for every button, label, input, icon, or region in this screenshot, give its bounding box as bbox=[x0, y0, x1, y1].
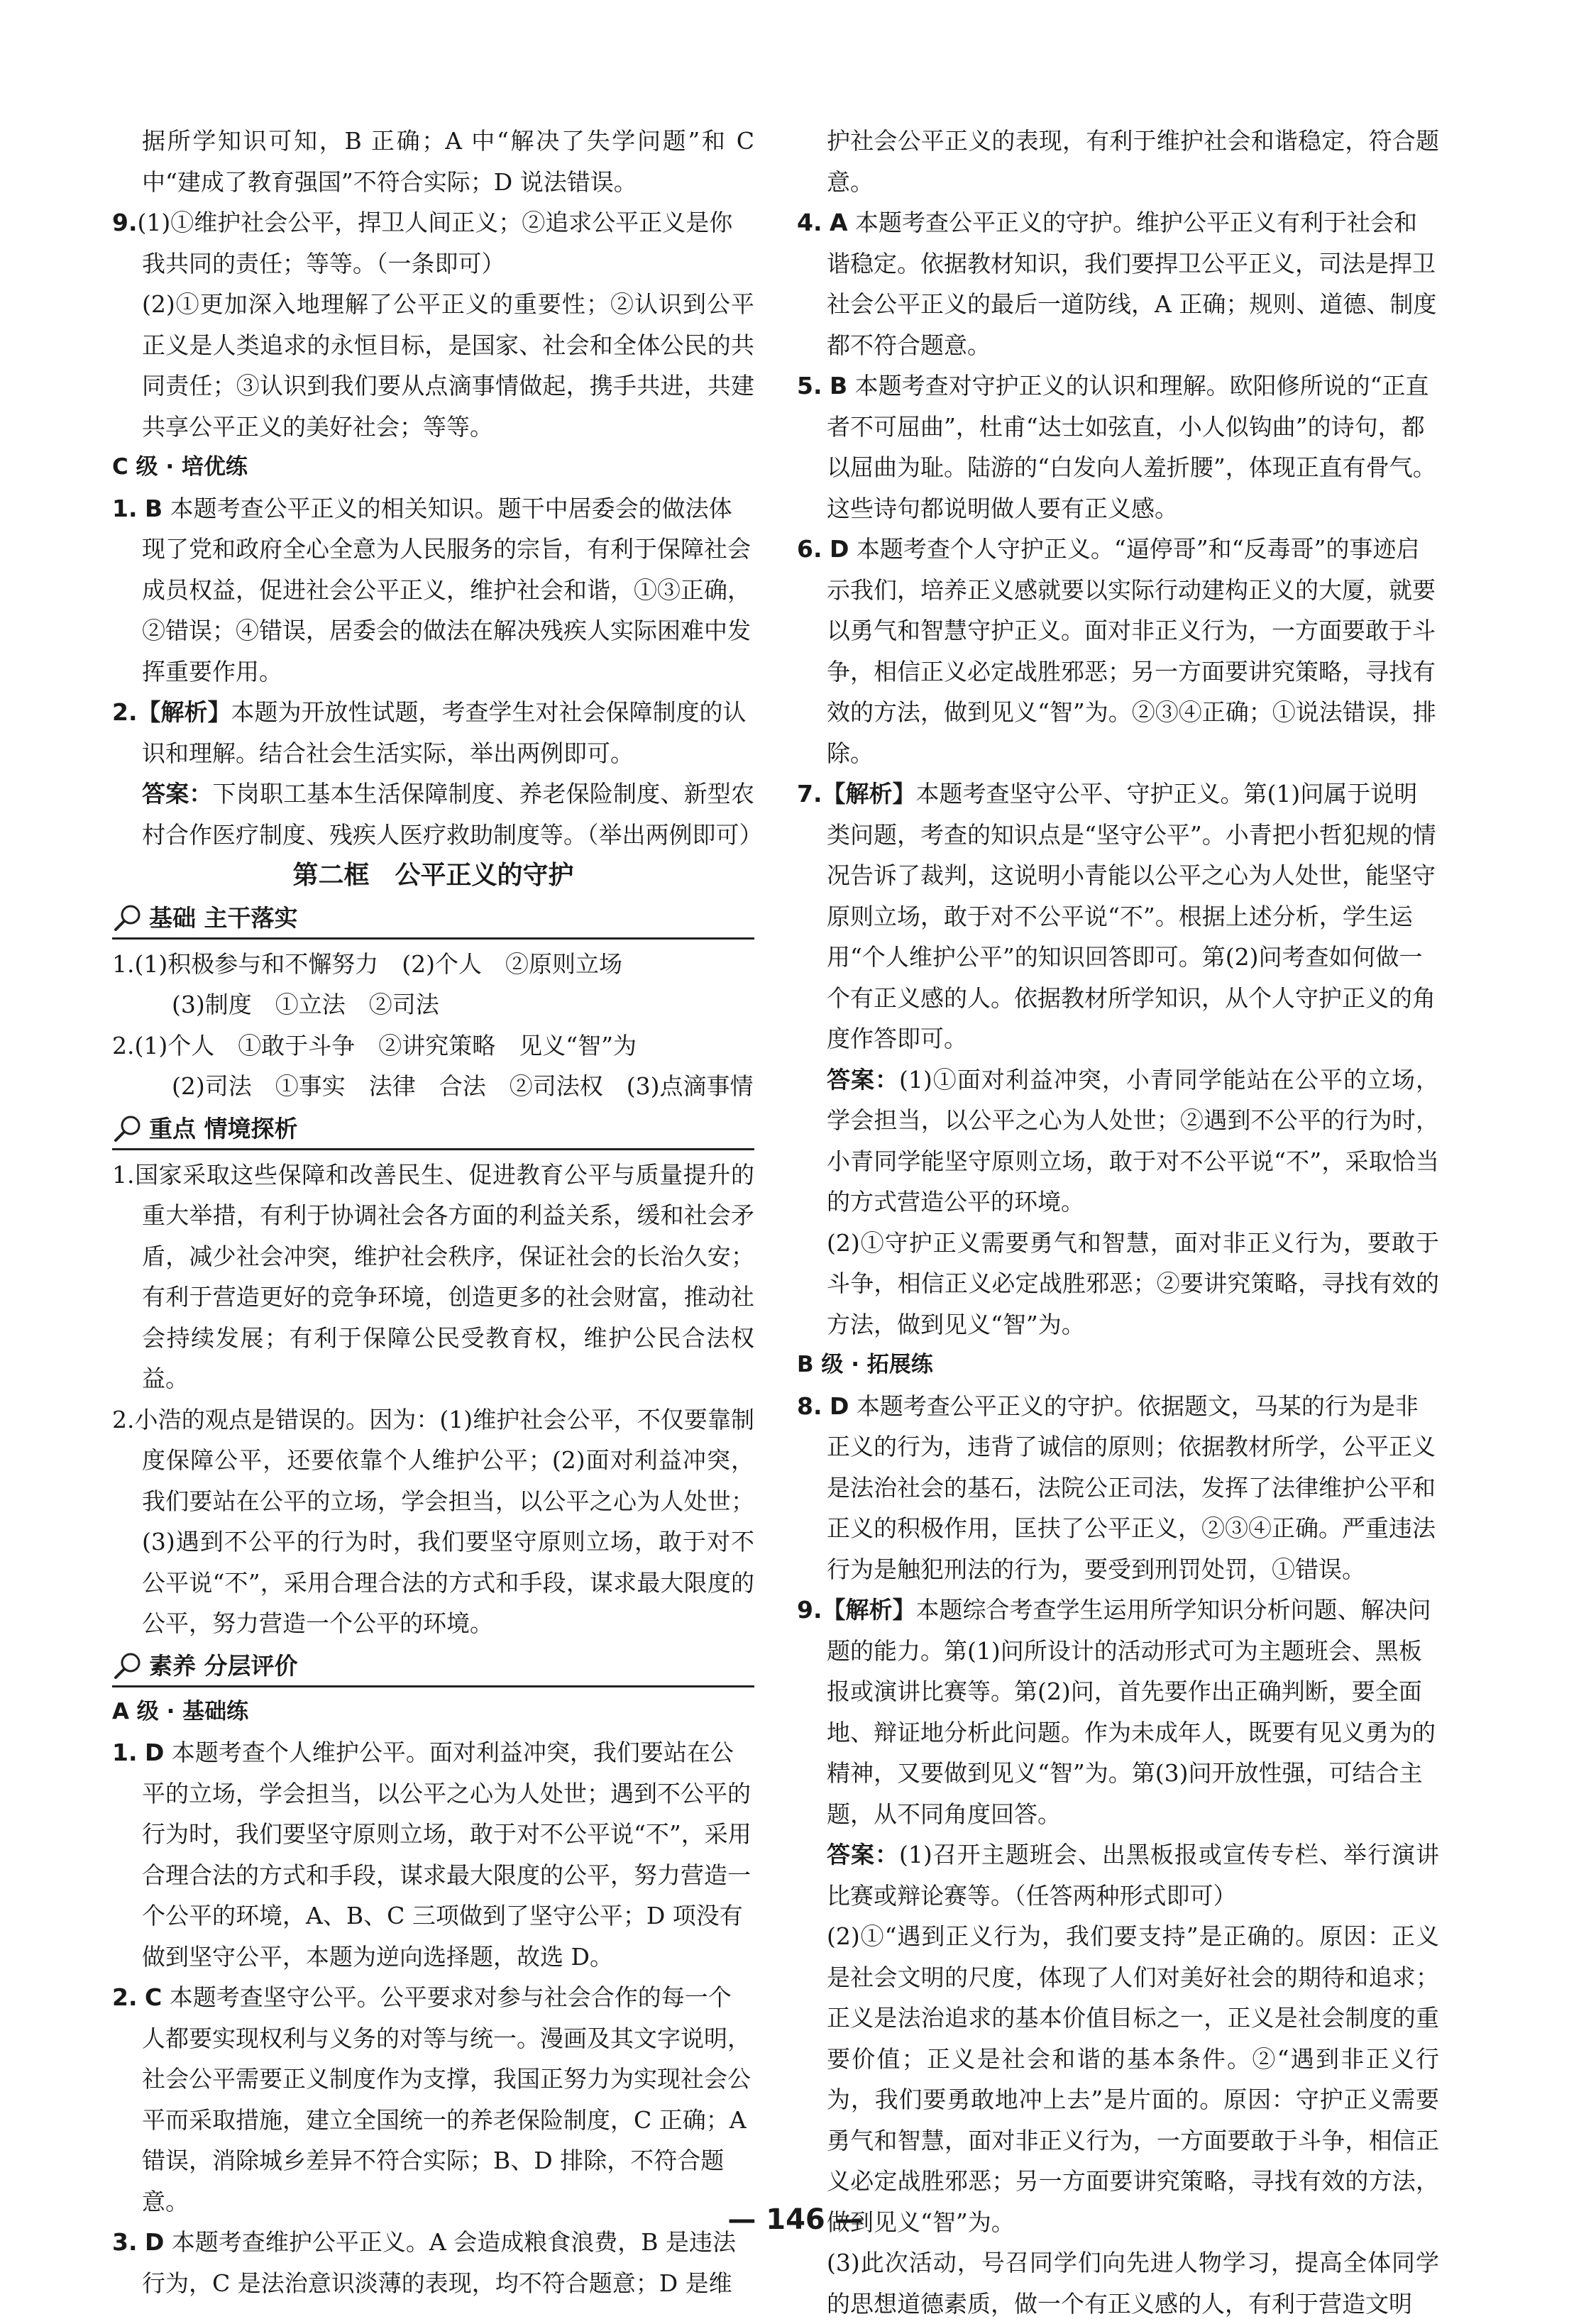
section-header-basics bbox=[112, 899, 754, 940]
answer-number: 2. bbox=[112, 1983, 138, 2011]
answer-content: (1)召开主题班会、出黑板报或宣传专栏、举行演讲比赛或辩论赛等。（任答两种形式即可） bbox=[827, 1841, 1439, 1910]
basics-line-3: 2.(1)个人 ①敢于斗争 ②讲究策略 见义“智”为 bbox=[112, 1031, 637, 1059]
answer-number: 7. bbox=[797, 780, 822, 808]
key-point-1: 1.国家采取这些保障和改善民生、促进教育公平与质量提升的重大举措，有利于协调社会各方面的利益关系，缓和社会矛盾，减少社会冲突，维护社会秩序，保证社会的长治久安；有利于营造更好的竞争环境，创造更多的社会财富，推动社会持续发展；有利于保障公民受教育权，维护公民合法权益。 bbox=[112, 1160, 754, 1392]
answer-number: 9. bbox=[797, 1596, 822, 1624]
answer-text: 本题考查坚守公平。公平要求对参与社会合作的每一个人都要实现权利与义务的对等与统一。漫画及其文字说明，社会公平需要正义制度作为支撑，我国正努力为实现社会公平而采取措施，建立全国统一的养老保险制度，C 正确；A 错误，消除城乡差异不符合实际；B、D 排除，不符合题意。 bbox=[142, 1983, 751, 2215]
answer-number: 8. bbox=[797, 1392, 822, 1420]
answer-key: D bbox=[145, 1739, 165, 1766]
right-column bbox=[797, 121, 1439, 2324]
magnifier-icon bbox=[112, 903, 143, 934]
answer-text: 本题考查坚守公平、守护正义。第(1)问属于说明类问题，考查的知识点是“坚守公平”。小青把小哲犯规的情况告诉了裁判，这说明小青能以公平之心为人处世，能坚守原则立场，敢于对不公平说“不”。根据上述分析，学生运用“个人维护公平”的知识回答即可。第(2)问考查如何做一个有正义感的人。依据教材所学知识，从个人守护正义的角度作答即可。 bbox=[827, 780, 1436, 1052]
level-heading-a: A 级 · 基础练 bbox=[112, 1698, 249, 1724]
answer-number: 5. bbox=[797, 372, 822, 400]
continued-paragraph: 据所学知识可知，B 正确；A 中“解决了失学问题”和 C 中“建成了教育强国”不符合实际；D 说法错误。 bbox=[142, 127, 754, 196]
answer-c2 bbox=[112, 692, 754, 773]
magnifier-icon bbox=[112, 1651, 143, 1682]
answer-text: 本题考查公平正义的守护。维护公平正义有利于社会和谐稳定。依据教材知识，我们要捍卫公平正义，司法是捍卫社会公平正义的最后一道防线，A 正确；规则、道德、制度都不符合题意。 bbox=[827, 209, 1437, 359]
section-header-evaluation bbox=[112, 1647, 754, 1687]
answer-number: 4. bbox=[797, 209, 822, 236]
answer-key: A bbox=[830, 209, 848, 236]
answer-9b-answer bbox=[797, 1834, 1439, 1916]
answer-text: 本题考查对守护正义的认识和理解。欧阳修所说的“正直者不可屈曲”，杜甫“达士如弦直，小人似钩曲”的诗句，都以屈曲为耻。陆游的“白发向人羞折腰”，体现正直有骨气。这些诗句都说明做人要有正义感。 bbox=[827, 372, 1436, 522]
answer-label: 答案： bbox=[827, 1841, 900, 1868]
section-header-key-points bbox=[112, 1110, 754, 1150]
answer-text: 本题综合考查学生运用所学知识分析问题、解决问题的能力。第(1)问所设计的活动形式可为主题班会、黑板报或演讲比赛等。第(2)问，首先要作出正确判断，要全面地、辩证地分析此问题。作为未成年人，既要有见义勇为的精神，又要做到见义“智”为。第(3)问开放性强，可结合主题，从不同角度回答。 bbox=[827, 1596, 1436, 1828]
answer-6 bbox=[797, 529, 1439, 773]
answer-c2-answer bbox=[112, 773, 763, 855]
answer-key: C bbox=[145, 1983, 163, 2011]
answer-text: 本题为开放性试题，考查学生对社会保障制度的认识和理解。结合社会生活实际，举出两例即可。 bbox=[142, 698, 747, 767]
frame-title: 第二框 公平正义的守护 bbox=[292, 861, 574, 890]
answer-number: 6. bbox=[797, 535, 822, 563]
answer-text: 本题考查公平正义的守护。依据题文，马某的行为是非正义的行为，违背了诚信的原则；依据教材所学，公平正义是法治社会的基石，法院公正司法，发挥了法律维护公平和正义的积极作用，匡扶了公平正义，②③④正确。严重违法行为是触犯刑法的行为，要受到刑罚处罚，①错误。 bbox=[827, 1392, 1436, 1583]
answer-key: D bbox=[145, 2228, 165, 2256]
answer-text: 本题考查维护公平正义。A 会造成粮食浪费，B 是违法行为，C 是法治意识淡薄的表现，均不符合题意；D 是维 bbox=[142, 2228, 736, 2297]
key-point-2: 2.小浩的观点是错误的。因为：(1)维护社会公平，不仅要靠制度保障公平，还要依靠个人维护公平；(2)面对利益冲突，我们要站在公平的立场，学会担当，以公平之心为人处世；(3)遇到不公平的行为时，我们要坚守原则立场，敢于对不公平说“不”，采用合理合法的方式和手段，谋求最大限度的公平，努力营造一个公平的环境。 bbox=[112, 1405, 754, 1637]
answer-text: 本题考查公平正义的相关知识。题干中居委会的做法体现了党和政府全心全意为人民服务的宗旨，有利于保障社会成员权益，促进社会公平正义，维护社会和谐，①③正确，②错误；④错误，居委会的做法在解决残疾人实际困难中发挥重要作用。 bbox=[142, 494, 751, 685]
answer-9b bbox=[797, 1590, 1439, 1834]
answer-number: 3. bbox=[112, 2228, 138, 2256]
answer-text: 本题考查个人维护公平。面对利益冲突，我们要站在公平的立场，学会担当，以公平之心为人处世；遇到不公平的行为时，我们要坚守原则立场，敢于对不公平说“不”，采用合理合法的方式和手段，谋求最大限度的公平，努力营造一个公平的环境，A、B、C 三项做到了坚守公平；D 项没有做到坚守公平，本题为逆向选择题，故选 D。 bbox=[142, 1739, 752, 1971]
answer-7-answer-part-2: (2)①守护正义需要勇气和智慧，面对非正义行为，要敢于斗争，相信正义必定战胜邪恶；②要讲究策略，寻找有效的方法，做到见义“智”为。 bbox=[827, 1228, 1439, 1338]
answer-label: 答案： bbox=[827, 1065, 900, 1094]
analysis-tag: 【解析】 bbox=[137, 698, 231, 726]
answer-content: (1)①面对利益冲突，小青同学能站在公平的立场，学会担当，以公平之心为人处世；②遇到不公平的行为时，小青同学能坚守原则立场，敢于对不公平说“不”，采取恰当的方式营造公平的环境。 bbox=[827, 1065, 1439, 1216]
answer-7 bbox=[797, 773, 1439, 1059]
answer-text: (1)①维护社会公平，捍卫人间正义；②追求公平正义是你我共同的责任；等等。（一条即可） bbox=[137, 209, 733, 277]
answer-number: 9. bbox=[112, 209, 138, 236]
section-title: 基础 主干落实 bbox=[149, 903, 298, 932]
basics-line-1: 1.(1)积极参与和不懈努力 (2)个人 ②原则立场 bbox=[112, 949, 622, 978]
answer-key: B bbox=[830, 372, 848, 400]
answer-text: 本题考查个人守护正义。“逼停哥”和“反毒哥”的事迹启示我们，培养正义感就要以实际行动建构正义的大厦，就要以勇气和智慧守护正义。面对非正义行为，一方面要敢于斗争，相信正义必定战胜邪恶；另一方面要讲究策略，寻找有效的方法，做到见义“智”为。②③④正确；①说法错误，排除。 bbox=[827, 535, 1436, 767]
answer-key: B bbox=[145, 494, 163, 522]
answer-a2 bbox=[112, 1977, 754, 2222]
answer-label: 答案： bbox=[142, 780, 213, 808]
level-heading-c: C 级 · 培优练 bbox=[112, 454, 248, 480]
section-title: 重点 情境探析 bbox=[149, 1114, 298, 1142]
answer-4 bbox=[797, 202, 1439, 365]
answer-5 bbox=[797, 365, 1439, 529]
level-heading-b: B 级 · 拓展练 bbox=[797, 1352, 933, 1377]
answer-number: 1. bbox=[112, 494, 138, 522]
magnifier-icon bbox=[112, 1113, 143, 1145]
answer-key: D bbox=[830, 1392, 849, 1420]
basics-line-4: (2)司法 ①事实 法律 合法 ②司法权 (3)点滴事情 bbox=[172, 1072, 754, 1100]
answer-9-part-2: (2)①更加深入地理解了公平正义的重要性；②认识到公平正义是人类追求的永恒目标，是国家、社会和全体公民的共同责任；③认识到我们要从点滴事情做起，携手共进，共建共享公平正义的美好社会；等等。 bbox=[142, 290, 754, 441]
basics-line-2: (3)制度 ①立法 ②司法 bbox=[172, 991, 439, 1018]
continued-paragraph: 护社会公平正义的表现，有利于维护社会和谐稳定，符合题意。 bbox=[827, 127, 1439, 196]
left-column bbox=[112, 121, 763, 2303]
page-number: — 146 — bbox=[727, 2203, 864, 2236]
answer-number: 2. bbox=[112, 698, 138, 726]
answer-9b-part-2: (2)①“遇到正义行为，我们要支持”是正确的。原因：正义是社会文明的尺度，体现了人们对美好社会的期待和追求；正义是法治追求的基本价值目标之一，正义是社会制度的重要价值；正义是社会和谐的基本条件。②“遇到非正义行为，我们要勇敢地冲上去”是片面的。原因：守护正义需要勇气和智慧，面对非正义行为，一方面要敢于斗争，相信正义必定战胜邪恶；另一方面要讲究策略，寻找有效的方法，做到见义“智”为。 bbox=[827, 1922, 1439, 2236]
answer-9 bbox=[112, 202, 754, 284]
analysis-tag: 【解析】 bbox=[822, 1596, 916, 1624]
answer-8 bbox=[797, 1386, 1439, 1590]
answer-7-answer bbox=[797, 1059, 1439, 1223]
analysis-tag: 【解析】 bbox=[822, 780, 916, 808]
answer-key: D bbox=[830, 535, 849, 563]
answer-number: 1. bbox=[112, 1739, 138, 1766]
answer-content: 下岗职工基本生活保障制度、养老保险制度、新型农村合作医疗制度、残疾人医疗救助制度等。（举出两例即可） bbox=[142, 780, 763, 849]
section-title: 素养 分层评价 bbox=[149, 1651, 298, 1680]
answer-9b-part-3: (3)此次活动，号召同学们向先进人物学习，提高全体同学的思想道德素质，做一个有正义感的人，有利于营造文明 bbox=[827, 2249, 1439, 2318]
answer-a1 bbox=[112, 1732, 754, 1977]
answer-c1 bbox=[112, 488, 754, 693]
